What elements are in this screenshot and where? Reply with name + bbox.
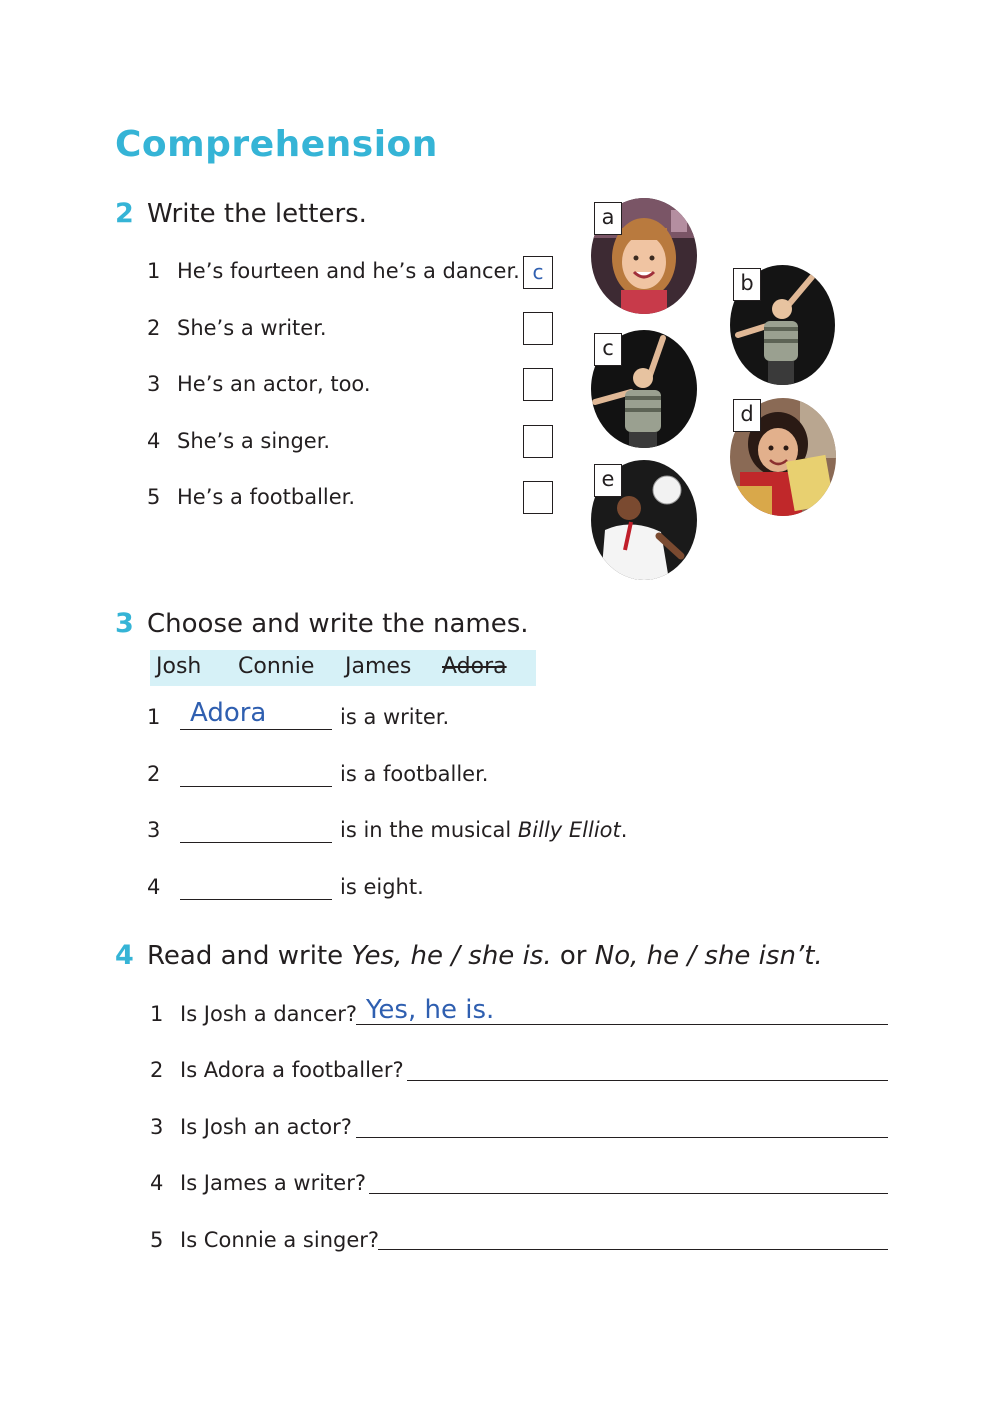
word-option: Connie: [238, 654, 315, 679]
name-blank-2[interactable]: [180, 786, 332, 787]
question-text: Is Josh an actor?: [180, 1115, 352, 1139]
answer-box-1[interactable]: c: [523, 256, 553, 289]
instruction-part: or: [559, 941, 587, 971]
ex3-item-number-2: 2: [147, 762, 161, 786]
ex4-item-5: [150, 1228, 379, 1252]
exercise-number: 4: [115, 940, 134, 971]
exercise-3-heading: [115, 608, 529, 639]
ex4-item-3: [150, 1115, 352, 1139]
item-text: She’s a writer.: [177, 316, 327, 340]
question-text: Is Adora a footballer?: [180, 1058, 404, 1082]
ex2-item-4: [147, 429, 330, 453]
question-text: Is Josh a dancer?: [180, 1002, 358, 1026]
word-option: James: [345, 654, 412, 679]
item-number: 1: [147, 259, 161, 283]
exercise-4-heading: [115, 940, 823, 971]
photo-label-e: e: [594, 464, 622, 497]
photo-label-a: a: [594, 202, 622, 235]
answer-line-2[interactable]: [407, 1080, 888, 1081]
item-number: 3: [147, 372, 161, 396]
word-option: Josh: [156, 654, 202, 679]
question-text: Is Connie a singer?: [180, 1228, 380, 1252]
item-text: She’s a singer.: [177, 429, 331, 453]
ex3-item-number-3: 3: [147, 818, 161, 842]
ex2-item-5: [147, 485, 355, 509]
ex3-item-text-4: is eight.: [340, 875, 424, 899]
ex2-item-2: [147, 316, 327, 340]
photo-label-b: b: [733, 268, 761, 301]
ex2-item-1: [147, 259, 520, 283]
answer-line-3[interactable]: [356, 1137, 888, 1138]
exercise-instruction: Write the letters.: [147, 199, 367, 229]
handwritten-answer: Yes, he is.: [366, 995, 495, 1025]
item-number: 1: [150, 1002, 164, 1026]
exercise-number: 3: [115, 608, 134, 639]
item-text: He’s a footballer.: [177, 485, 356, 509]
handwritten-answer: Adora: [190, 698, 267, 728]
instruction-part: Read and write: [147, 941, 344, 971]
exercise-2-heading: [115, 198, 367, 229]
ex4-item-4: [150, 1171, 366, 1195]
item-number: 2: [150, 1058, 164, 1082]
name-blank-1[interactable]: [180, 729, 332, 730]
name-blank-3[interactable]: [180, 842, 332, 843]
ex3-item-text-3: [340, 818, 627, 842]
ex3-item-text-2: is a footballer.: [340, 762, 489, 786]
instruction-part: No, he / she isn’t.: [594, 941, 823, 971]
item-number: 5: [147, 485, 161, 509]
musical-title: Billy Elliot: [517, 818, 621, 842]
exercise-instruction: Choose and write the names.: [147, 609, 529, 639]
word-option-used: Adora: [442, 654, 507, 679]
item-number: 5: [150, 1228, 164, 1252]
answer-line-4[interactable]: [369, 1193, 888, 1194]
item-text: He’s an actor, too.: [177, 372, 371, 396]
item-end: .: [620, 818, 628, 842]
ex3-item-text-1: is a writer.: [340, 705, 450, 729]
item-number: 4: [147, 429, 161, 453]
item-number: 4: [150, 1171, 164, 1195]
word-box: [150, 650, 536, 686]
answer-box-2[interactable]: [523, 312, 553, 345]
item-number: 2: [147, 316, 161, 340]
item-number: 3: [150, 1115, 164, 1139]
item-text: He’s fourteen and he’s a dancer.: [177, 259, 520, 283]
answer-box-5[interactable]: [523, 481, 553, 514]
ex4-item-2: [150, 1058, 404, 1082]
ex3-item-number-4: 4: [147, 875, 161, 899]
exercise-number: 2: [115, 198, 134, 229]
ex4-item-1: [150, 1002, 357, 1026]
question-text: Is James a writer?: [180, 1171, 366, 1195]
ex2-item-3: [147, 372, 371, 396]
answer-box-4[interactable]: [523, 425, 553, 458]
answer-box-3[interactable]: [523, 368, 553, 401]
photo-label-d: d: [733, 399, 761, 432]
instruction-part: Yes, he / she is.: [351, 941, 552, 971]
item-text: is in the musical: [340, 818, 512, 842]
name-blank-4[interactable]: [180, 899, 332, 900]
page-title: Comprehension: [115, 124, 438, 165]
ex3-item-number-1: 1: [147, 705, 161, 729]
answer-line-5[interactable]: [378, 1249, 888, 1250]
photo-label-c: c: [594, 333, 622, 366]
